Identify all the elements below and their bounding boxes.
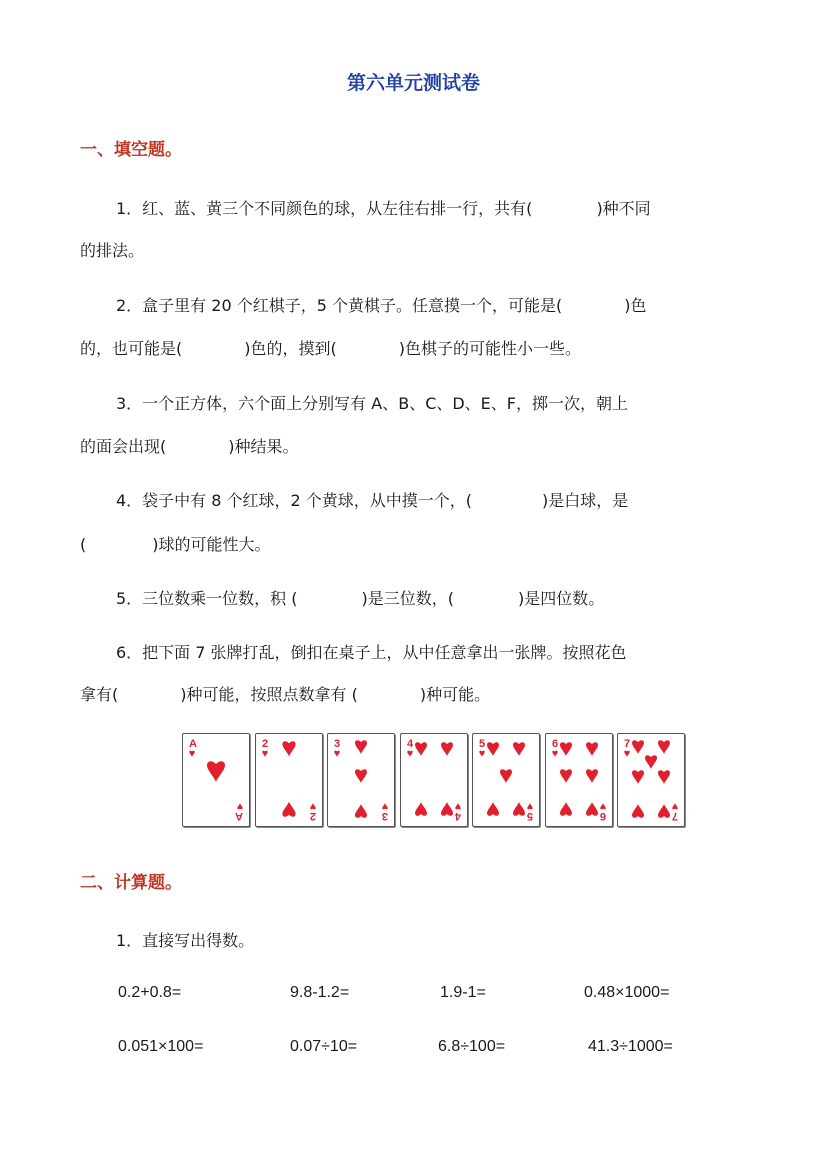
heart-icon <box>334 751 339 757</box>
playing-card <box>255 733 323 827</box>
question-3-text-b: 的面会出现( <box>80 437 167 456</box>
question-6-line-1: 6．把下面 7 张牌打乱，倒扣在桌子上，从中任意拿出一张牌。按照花色 <box>116 643 627 662</box>
heart-icon <box>632 740 644 754</box>
heart-icon <box>237 803 242 809</box>
question-3-line-2 <box>80 436 299 458</box>
heart-icon <box>407 751 412 757</box>
card-rank: 4 <box>406 738 413 750</box>
heart-icon <box>262 751 267 757</box>
calc-item: 9.8-1.2= <box>290 984 350 1001</box>
playing-card <box>545 733 613 827</box>
card-rank: 7 <box>671 810 678 822</box>
calc-subheading: 1．直接写出得数。 <box>116 931 255 950</box>
question-2-line-2 <box>80 338 581 360</box>
playing-card <box>182 733 250 827</box>
heart-icon <box>455 803 460 809</box>
card-rank: 3 <box>381 810 388 822</box>
playing-card <box>400 733 468 827</box>
question-3-line-1: 3．一个正方体，六个面上分别写有 A、B、C、D、E、F，掷一次，朝上 <box>116 394 628 413</box>
card-face <box>546 734 612 826</box>
question-5-line <box>116 588 604 610</box>
heart-icon <box>441 802 453 816</box>
card-rank: 5 <box>526 810 533 822</box>
heart-icon <box>513 742 525 756</box>
heart-icon <box>632 804 644 818</box>
heart-icon <box>658 740 670 754</box>
question-5-text-a: 5．三位数乘一位数，积 ( <box>116 589 298 608</box>
section-heading-fill-blank: 一、填空题。 <box>80 140 182 160</box>
section-heading-calculation: 二、计算题。 <box>80 873 182 893</box>
card-rank: 2 <box>261 738 268 750</box>
question-2-text-b: )色 <box>624 296 647 315</box>
heart-icon <box>527 803 532 809</box>
heart-icon <box>189 751 194 757</box>
question-4-line-2 <box>80 534 271 556</box>
heart-icon <box>586 769 598 783</box>
card-rank: 4 <box>454 810 461 822</box>
calc-item: 1.9-1= <box>440 984 486 1001</box>
heart-icon <box>560 769 572 783</box>
calc-item: 41.3÷1000= <box>588 1038 673 1055</box>
page-title: 第六单元测试卷 <box>346 72 480 94</box>
heart-icon <box>600 803 605 809</box>
calc-item: 0.48×1000= <box>584 984 670 1001</box>
question-2-text-e: )色棋子的可能性小一些。 <box>398 339 581 358</box>
question-4-text-b: )是白球，是 <box>542 491 629 510</box>
question-1-line-2: 的排法。 <box>80 241 145 260</box>
playing-card <box>472 733 540 827</box>
card-face <box>183 734 249 826</box>
playing-cards-row <box>182 733 686 829</box>
question-4-line-1 <box>116 490 628 512</box>
question-2-text-d: )色的，摸到( <box>244 339 337 358</box>
question-4-text-a: 4．袋子中有 8 个红球，2 个黄球，从中摸一个，( <box>116 491 473 510</box>
question-6-text-b: 拿有( <box>80 685 119 704</box>
question-5-text-c: )是四位数。 <box>518 589 605 608</box>
card-face <box>328 734 394 826</box>
heart-icon <box>586 742 598 756</box>
heart-icon <box>415 742 427 756</box>
question-4-text-d: )球的可能性大。 <box>152 535 271 554</box>
card-face <box>256 734 322 826</box>
question-6-line-2 <box>80 684 490 706</box>
heart-icon <box>672 803 677 809</box>
heart-icon <box>441 742 453 756</box>
question-6-text-c: )种可能，按照点数拿有 ( <box>180 685 358 704</box>
playing-card <box>617 733 685 827</box>
question-2-line-1 <box>116 295 646 317</box>
calc-item: 6.8÷100= <box>438 1038 506 1055</box>
heart-icon <box>624 751 629 757</box>
card-rank: A <box>189 738 197 750</box>
card-face <box>473 734 539 826</box>
heart-icon <box>382 803 387 809</box>
card-rank: 6 <box>599 810 606 822</box>
question-1-text-a: 1．红、蓝、黄三个不同颜色的球，从左往右排一行，共有( <box>116 199 533 218</box>
heart-icon <box>645 755 657 769</box>
card-rank: 7 <box>624 738 631 750</box>
heart-icon <box>479 751 484 757</box>
question-2-text-a: 2．盒子里有 20 个红棋子，5 个黄棋子。任意摸一个，可能是( <box>116 296 563 315</box>
heart-icon <box>282 741 295 756</box>
heart-icon <box>658 770 670 784</box>
heart-icon <box>658 804 670 818</box>
heart-icon <box>560 742 572 756</box>
heart-icon <box>500 769 512 783</box>
heart-icon <box>282 802 295 817</box>
heart-icon <box>310 803 315 809</box>
heart-icon <box>560 802 572 816</box>
question-3-text-c: )种结果。 <box>228 437 299 456</box>
heart-icon <box>415 802 427 816</box>
calc-item: 0.07÷10= <box>290 1038 358 1055</box>
question-2-text-c: 的，也可能是( <box>80 339 183 358</box>
heart-icon <box>632 770 644 784</box>
question-5-text-b: )是三位数，( <box>361 589 455 608</box>
card-rank: 3 <box>334 738 341 750</box>
card-face <box>618 734 684 826</box>
card-rank: 2 <box>309 810 316 822</box>
card-face <box>401 734 467 826</box>
heart-icon <box>355 769 367 783</box>
heart-icon <box>355 740 367 754</box>
question-1-text-b: )种不同 <box>596 199 651 218</box>
heart-icon <box>513 802 525 816</box>
question-6-text-d: )种可能。 <box>419 685 491 704</box>
heart-icon <box>487 802 499 816</box>
playing-card <box>327 733 395 827</box>
heart-icon <box>487 742 499 756</box>
card-rank: 5 <box>479 738 486 750</box>
question-4-text-c: ( <box>80 535 87 554</box>
heart-icon <box>207 761 225 782</box>
question-1-line-1 <box>116 198 651 220</box>
heart-icon <box>552 751 557 757</box>
card-rank: 6 <box>551 738 558 750</box>
heart-icon <box>586 802 598 816</box>
heart-icon <box>355 804 367 818</box>
card-rank: A <box>235 810 243 822</box>
calc-item: 0.051×100= <box>118 1038 204 1055</box>
calc-item: 0.2+0.8= <box>118 984 182 1001</box>
